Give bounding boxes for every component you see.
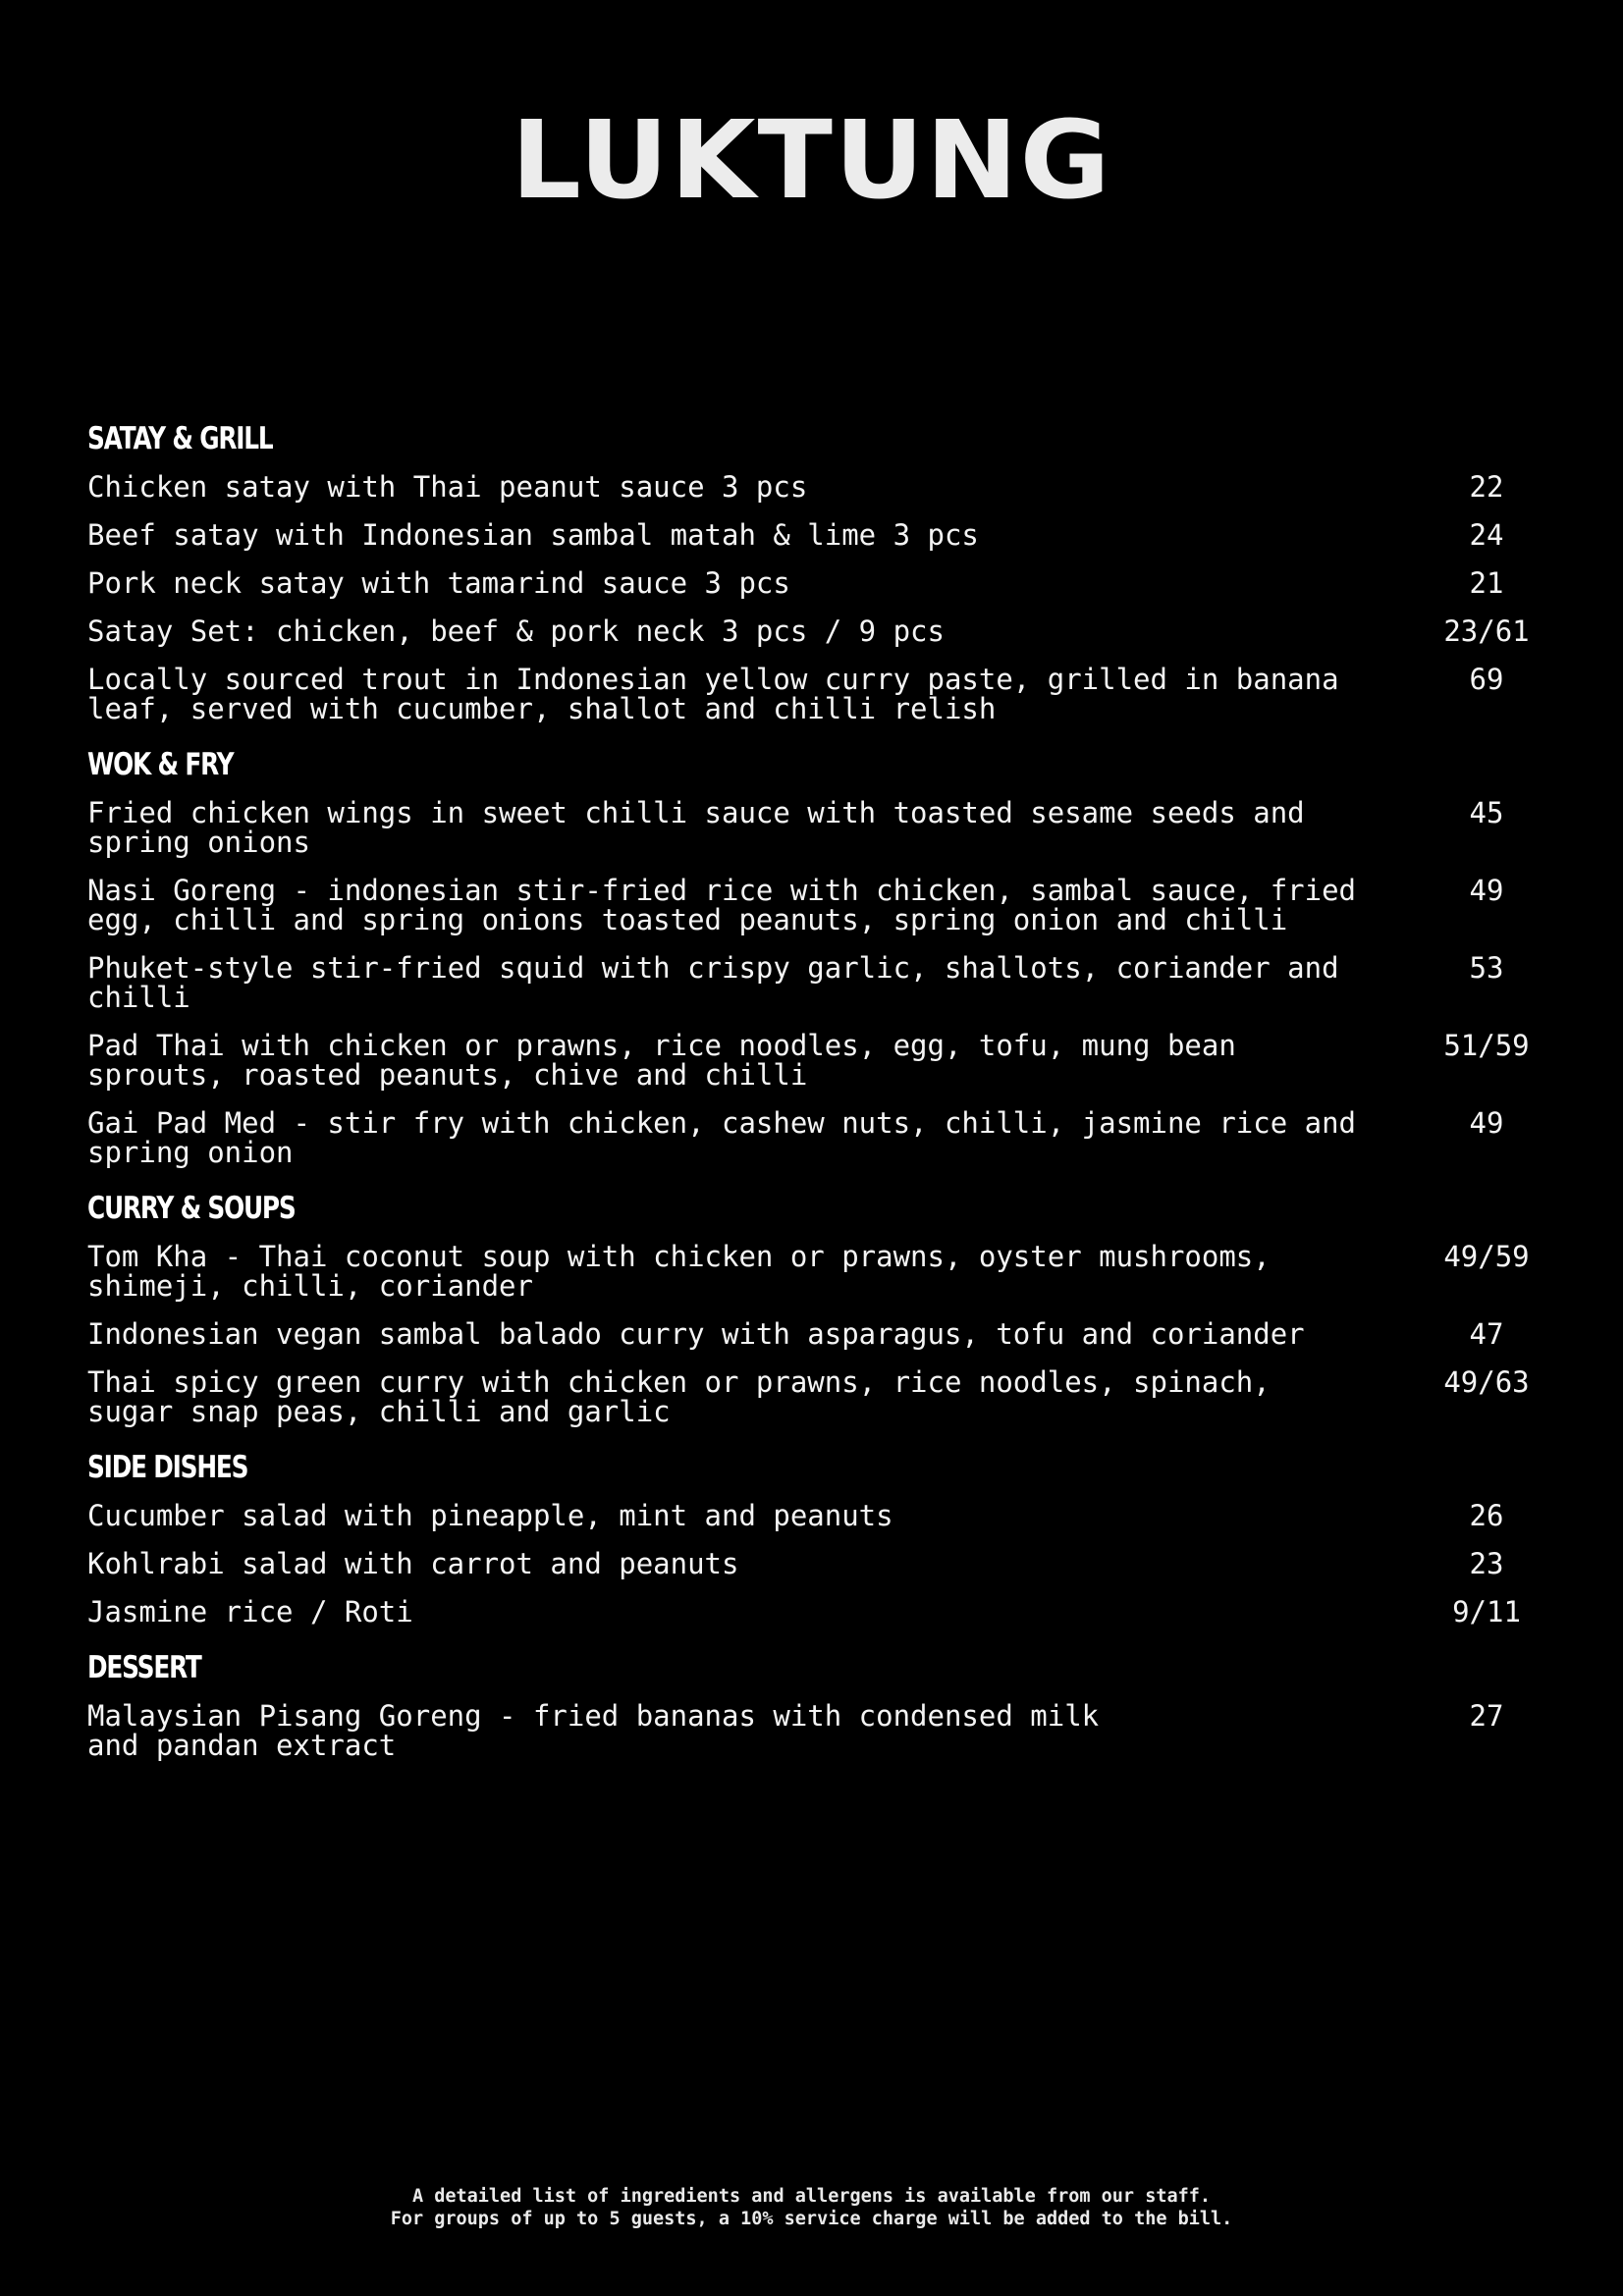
menu-item-price: 69	[1469, 663, 1504, 696]
menu-item-price: 47	[1469, 1317, 1504, 1351]
menu-item-price: 9/11	[1452, 1595, 1521, 1629]
section-title: DESSERT	[87, 1650, 201, 1685]
menu-item-description: Beef satay with Indonesian sambal matah & lime 3 pcs	[87, 518, 979, 552]
section-title: CURRY & SOUPS	[87, 1191, 296, 1226]
menu-item	[87, 1597, 1545, 1627]
menu-item-description: Chicken satay with Thai peanut sauce 3 pcs	[87, 470, 808, 504]
menu-item-price: 23/61	[1443, 614, 1530, 648]
menu-item-price: 49/59	[1443, 1240, 1530, 1273]
menu-item-price: 49	[1469, 1106, 1504, 1140]
menu-list	[87, 417, 1545, 1780]
brand-logo	[0, 98, 1623, 224]
menu-item-description: Kohlrabi salad with carrot and peanuts	[87, 1547, 739, 1580]
menu-item-price: 23	[1469, 1547, 1504, 1580]
menu-item	[87, 876, 1545, 934]
menu-section	[87, 1646, 1545, 1760]
menu-item	[87, 568, 1545, 598]
menu-item-description: Jasmine rice / Roti	[87, 1595, 413, 1629]
menu-item	[87, 1701, 1545, 1760]
menu-item-description: Pork neck satay with tamarind sauce 3 pcs	[87, 566, 790, 600]
menu-item	[87, 1031, 1545, 1090]
menu-item-description: Nasi Goreng - indonesian stir-fried rice with chicken, sambal sauce, fried egg, chilli and spring onions toasted peanuts, spring onion and chilli	[87, 874, 1357, 936]
menu-item-price: 45	[1469, 796, 1504, 829]
menu-item-description: Gai Pad Med - stir fry with chicken, cashew nuts, chilli, jasmine rice and spring onion	[87, 1106, 1357, 1169]
menu-item-price: 24	[1469, 518, 1504, 552]
menu-item	[87, 1367, 1545, 1426]
menu-item-price: 27	[1469, 1699, 1504, 1733]
menu-item-description: Fried chicken wings in sweet chilli sauce with toasted sesame seeds and spring onions	[87, 796, 1305, 859]
menu-item-description: Malaysian Pisang Goreng - fried bananas with condensed milk and pandan extract	[87, 1699, 1100, 1762]
menu-item	[87, 1108, 1545, 1167]
menu-item	[87, 665, 1545, 723]
menu-section	[87, 1446, 1545, 1627]
menu-item	[87, 1549, 1545, 1578]
menu-item-description: Locally sourced trout in Indonesian yellow curry paste, grilled in banana leaf, served with cucumber, shallot and chilli relish	[87, 663, 1339, 725]
menu-item-description: Phuket-style stir-fried squid with crispy garlic, shallots, coriander and chilli	[87, 951, 1339, 1014]
menu-item	[87, 1242, 1545, 1301]
footer-line-service-charge: For groups of up to 5 guests, a 10% service charge will be added to the bill.	[390, 2209, 1233, 2229]
menu-item-price: 49/63	[1443, 1365, 1530, 1399]
menu-item-description: Pad Thai with chicken or prawns, rice noodles, egg, tofu, mung bean sprouts, roasted peanuts, chive and chilli	[87, 1029, 1236, 1092]
menu-item-price: 51/59	[1443, 1029, 1530, 1062]
section-title: SIDE DISHES	[87, 1450, 248, 1485]
menu-item-price: 49	[1469, 874, 1504, 907]
menu-item	[87, 798, 1545, 857]
menu-item-description: Thai spicy green curry with chicken or prawns, rice noodles, spinach, sugar snap peas, chilli and garlic	[87, 1365, 1271, 1428]
menu-item-description: Tom Kha - Thai coconut soup with chicken or prawns, oyster mushrooms, shimeji, chilli, coriander	[87, 1240, 1271, 1303]
menu-item-description: Satay Set: chicken, beef & pork neck 3 pcs / 9 pcs	[87, 614, 945, 648]
menu-item-description: Cucumber salad with pineapple, mint and peanuts	[87, 1499, 893, 1532]
menu-section	[87, 743, 1545, 1167]
section-title: WOK & FRY	[87, 747, 234, 782]
menu-item-price: 22	[1469, 470, 1504, 504]
menu-item-price: 26	[1469, 1499, 1504, 1532]
menu-item	[87, 472, 1545, 502]
footer-note	[0, 2185, 1623, 2230]
section-title: SATAY & GRILL	[87, 421, 273, 456]
footer-line-allergens: A detailed list of ingredients and allergens is available from our staff.	[411, 2186, 1212, 2207]
menu-item	[87, 1501, 1545, 1530]
menu-item-description: Indonesian vegan sambal balado curry with asparagus, tofu and coriander	[87, 1317, 1305, 1351]
logo-text: LUKTUNG	[511, 98, 1112, 224]
menu-section	[87, 417, 1545, 723]
menu-item	[87, 520, 1545, 550]
menu-item-price: 53	[1469, 951, 1504, 985]
menu-section	[87, 1187, 1545, 1426]
menu-item	[87, 1319, 1545, 1349]
menu-item-price: 21	[1469, 566, 1504, 600]
menu-item	[87, 616, 1545, 646]
menu-item	[87, 953, 1545, 1012]
